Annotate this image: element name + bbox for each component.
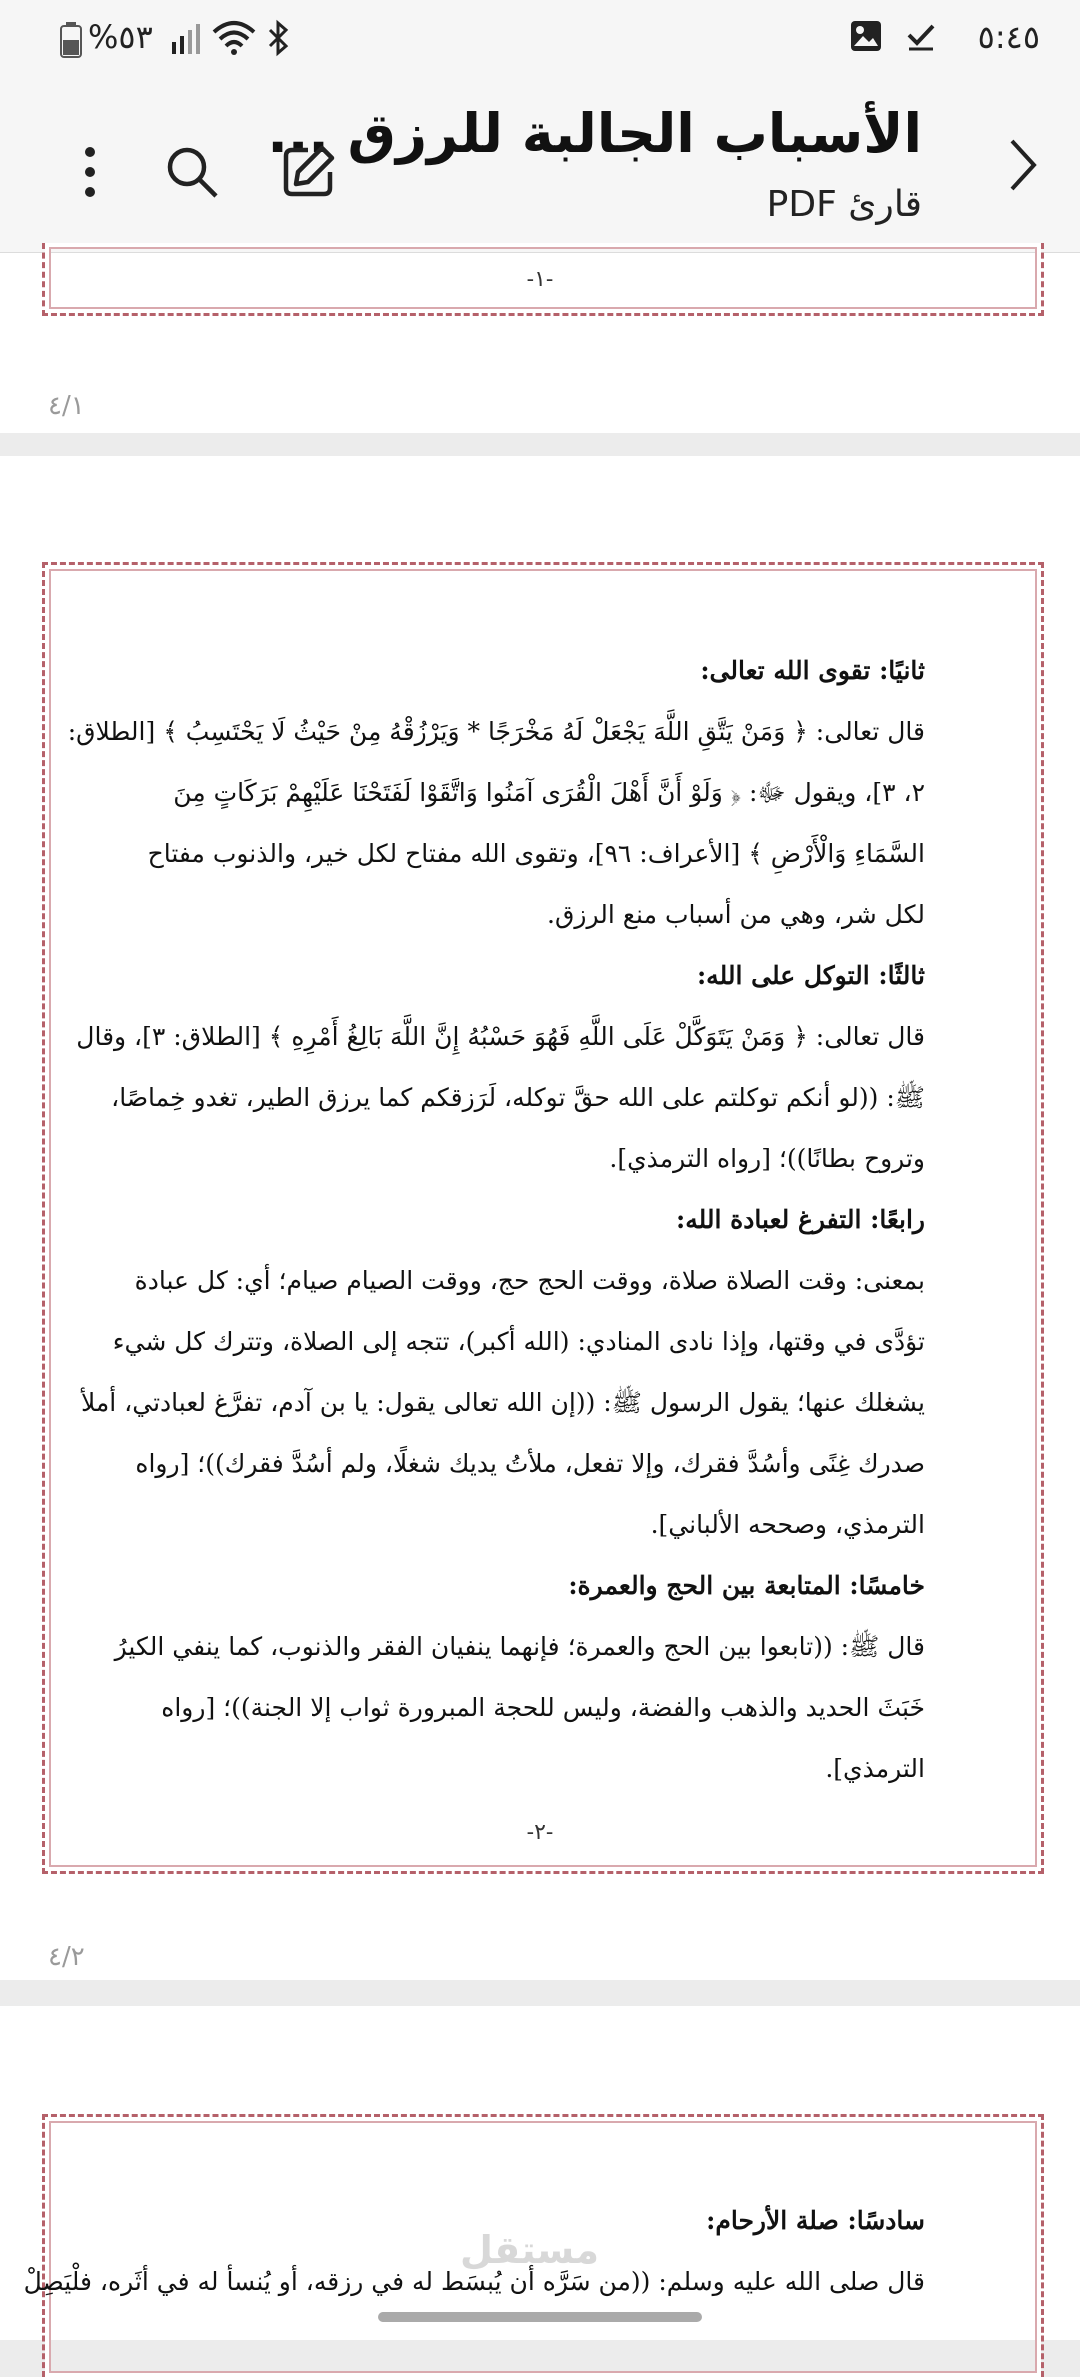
text-line: صدرك غِنًى وأسُدَّ فقرك، وإلا تفعل، ملأتُ يديك شغلًا، ولم أسُدَّ فقرك))؛ [رواه (135, 1449, 925, 1478)
section-heading: ثانيًا: تقوى الله تعالى: (700, 656, 925, 685)
page-content (67, 640, 925, 1799)
home-indicator[interactable] (378, 2312, 702, 2322)
section-heading: خامسًا: المتابعة بين الحج والعمرة: (568, 1571, 925, 1600)
back-button[interactable] (984, 120, 1060, 210)
watermark: مستقل (460, 2228, 599, 2272)
app-bar (0, 80, 1080, 253)
more-button[interactable] (60, 132, 120, 212)
pdf-page-3[interactable] (0, 2006, 1080, 2340)
pdf-page-2[interactable] (0, 456, 1080, 1980)
document-title: الأسباب الجالبة للرزق ... (267, 102, 922, 165)
section-heading: ثالثًا: التوكل على الله: (696, 961, 925, 990)
text-line: ﷺ: ((لو أنكم توكلتم على الله حقَّ توكله، لَرَزقكم كما يرزق الطير، تغدو خِماصًا، (111, 1083, 925, 1112)
chevron-right-icon (1002, 135, 1042, 195)
app-subtitle: قارئ PDF (766, 184, 922, 225)
text-line: السَّمَاءِ وَالْأَرْضِ ﴾ [الأعراف: ٩٦]، وتقوى الله مفتاح لكل خير، والذنوب مفتاح (147, 839, 925, 868)
signal-icon (170, 22, 200, 62)
battery-percent: %٥٣ (88, 18, 153, 56)
text-line: الترمذي، وصححه الألباني]. (650, 1510, 925, 1539)
section-heading: رابعًا: التفرغ لعبادة الله: (676, 1205, 925, 1234)
page-footer-number: -٢- (526, 1820, 554, 1845)
text-line: قال تعالى: ﴿ وَمَنْ يَتَّقِ اللَّهَ يَجْعَلْ لَهُ مَخْرَجًا * وَيَرْزُقْهُ مِنْ حَيْثُ لَا يَحْتَسِبُ ﴾ [الطلاق: (67, 717, 925, 746)
text-line: خَبَثَ الحديد والذهب والفضة، وليس للحجة المبرورة ثواب إلا الجنة))؛ [رواه (161, 1693, 925, 1722)
page-indicator: ٤/٢ (48, 1942, 85, 1972)
edit-button[interactable] (268, 132, 348, 212)
search-button[interactable] (152, 132, 232, 212)
bluetooth-icon (266, 20, 292, 64)
text-line: وتروح بطانًا))؛ [رواه الترمذي]. (609, 1144, 925, 1173)
section-heading: سادسًا: صلة الأرحام: (706, 2206, 925, 2235)
page-indicator: ٤/١ (48, 391, 85, 421)
text-line: ٢، ٣]، ويقول ﷻ: ﴿ وَلَوْ أَنَّ أَهْلَ الْقُرَى آمَنُوا وَاتَّقَوْا لَفَتَحْنَا عَلَيْهِمْ بَرَكَاتٍ مِنَ (173, 778, 925, 807)
page-footer-number: -١- (526, 267, 554, 292)
status-bar (0, 0, 1080, 80)
text-line: قال صلى الله عليه وسلم: ((من سَرَّه أن يُبسَط له في رزقه، أو يُنسأ له في أثَره، فلْيَصِلْ (23, 2267, 925, 2296)
search-icon (164, 144, 220, 200)
battery-icon (60, 22, 82, 66)
check-icon (904, 18, 938, 60)
edit-icon (278, 142, 338, 202)
more-vertical-icon (84, 146, 96, 198)
gallery-icon (848, 18, 884, 62)
status-time: ٥:٤٥ (977, 18, 1040, 56)
text-line: لكل شر، وهي من أسباب منع الرزق. (547, 900, 925, 929)
text-line: يشغلك عنها؛ يقول الرسول ﷺ: ((إن الله تعالى يقول: يا بن آدم، تفرَّغ لعبادتي، أملأ (80, 1388, 925, 1417)
text-line: بمعنى: وقت الصلاة صلاة، ووقت الحج حج، ووقت الصيام صيام؛ أي: كل عبادة (134, 1266, 925, 1295)
text-line: قال ﷺ: ((تابعوا بين الحج والعمرة؛ فإنهما ينفيان الفقر والذنوب، كما ينفي الكيرُ (114, 1632, 925, 1661)
wifi-icon (212, 20, 256, 64)
pdf-page-1[interactable] (0, 253, 1080, 433)
text-line: قال تعالى: ﴿ وَمَنْ يَتَوَكَّلْ عَلَى اللَّهِ فَهُوَ حَسْبُهُ إِنَّ اللَّهَ بَالِغُ أَمْرِهِ ﴾ [الطلاق: ٣]، وقال (76, 1022, 925, 1051)
text-line: الترمذي]. (825, 1754, 925, 1783)
text-line: تؤدَّى في وقتها، وإذا نادى المنادي: (الله أكبر)، تتجه إلى الصلاة، وتترك كل شيء (112, 1327, 925, 1356)
